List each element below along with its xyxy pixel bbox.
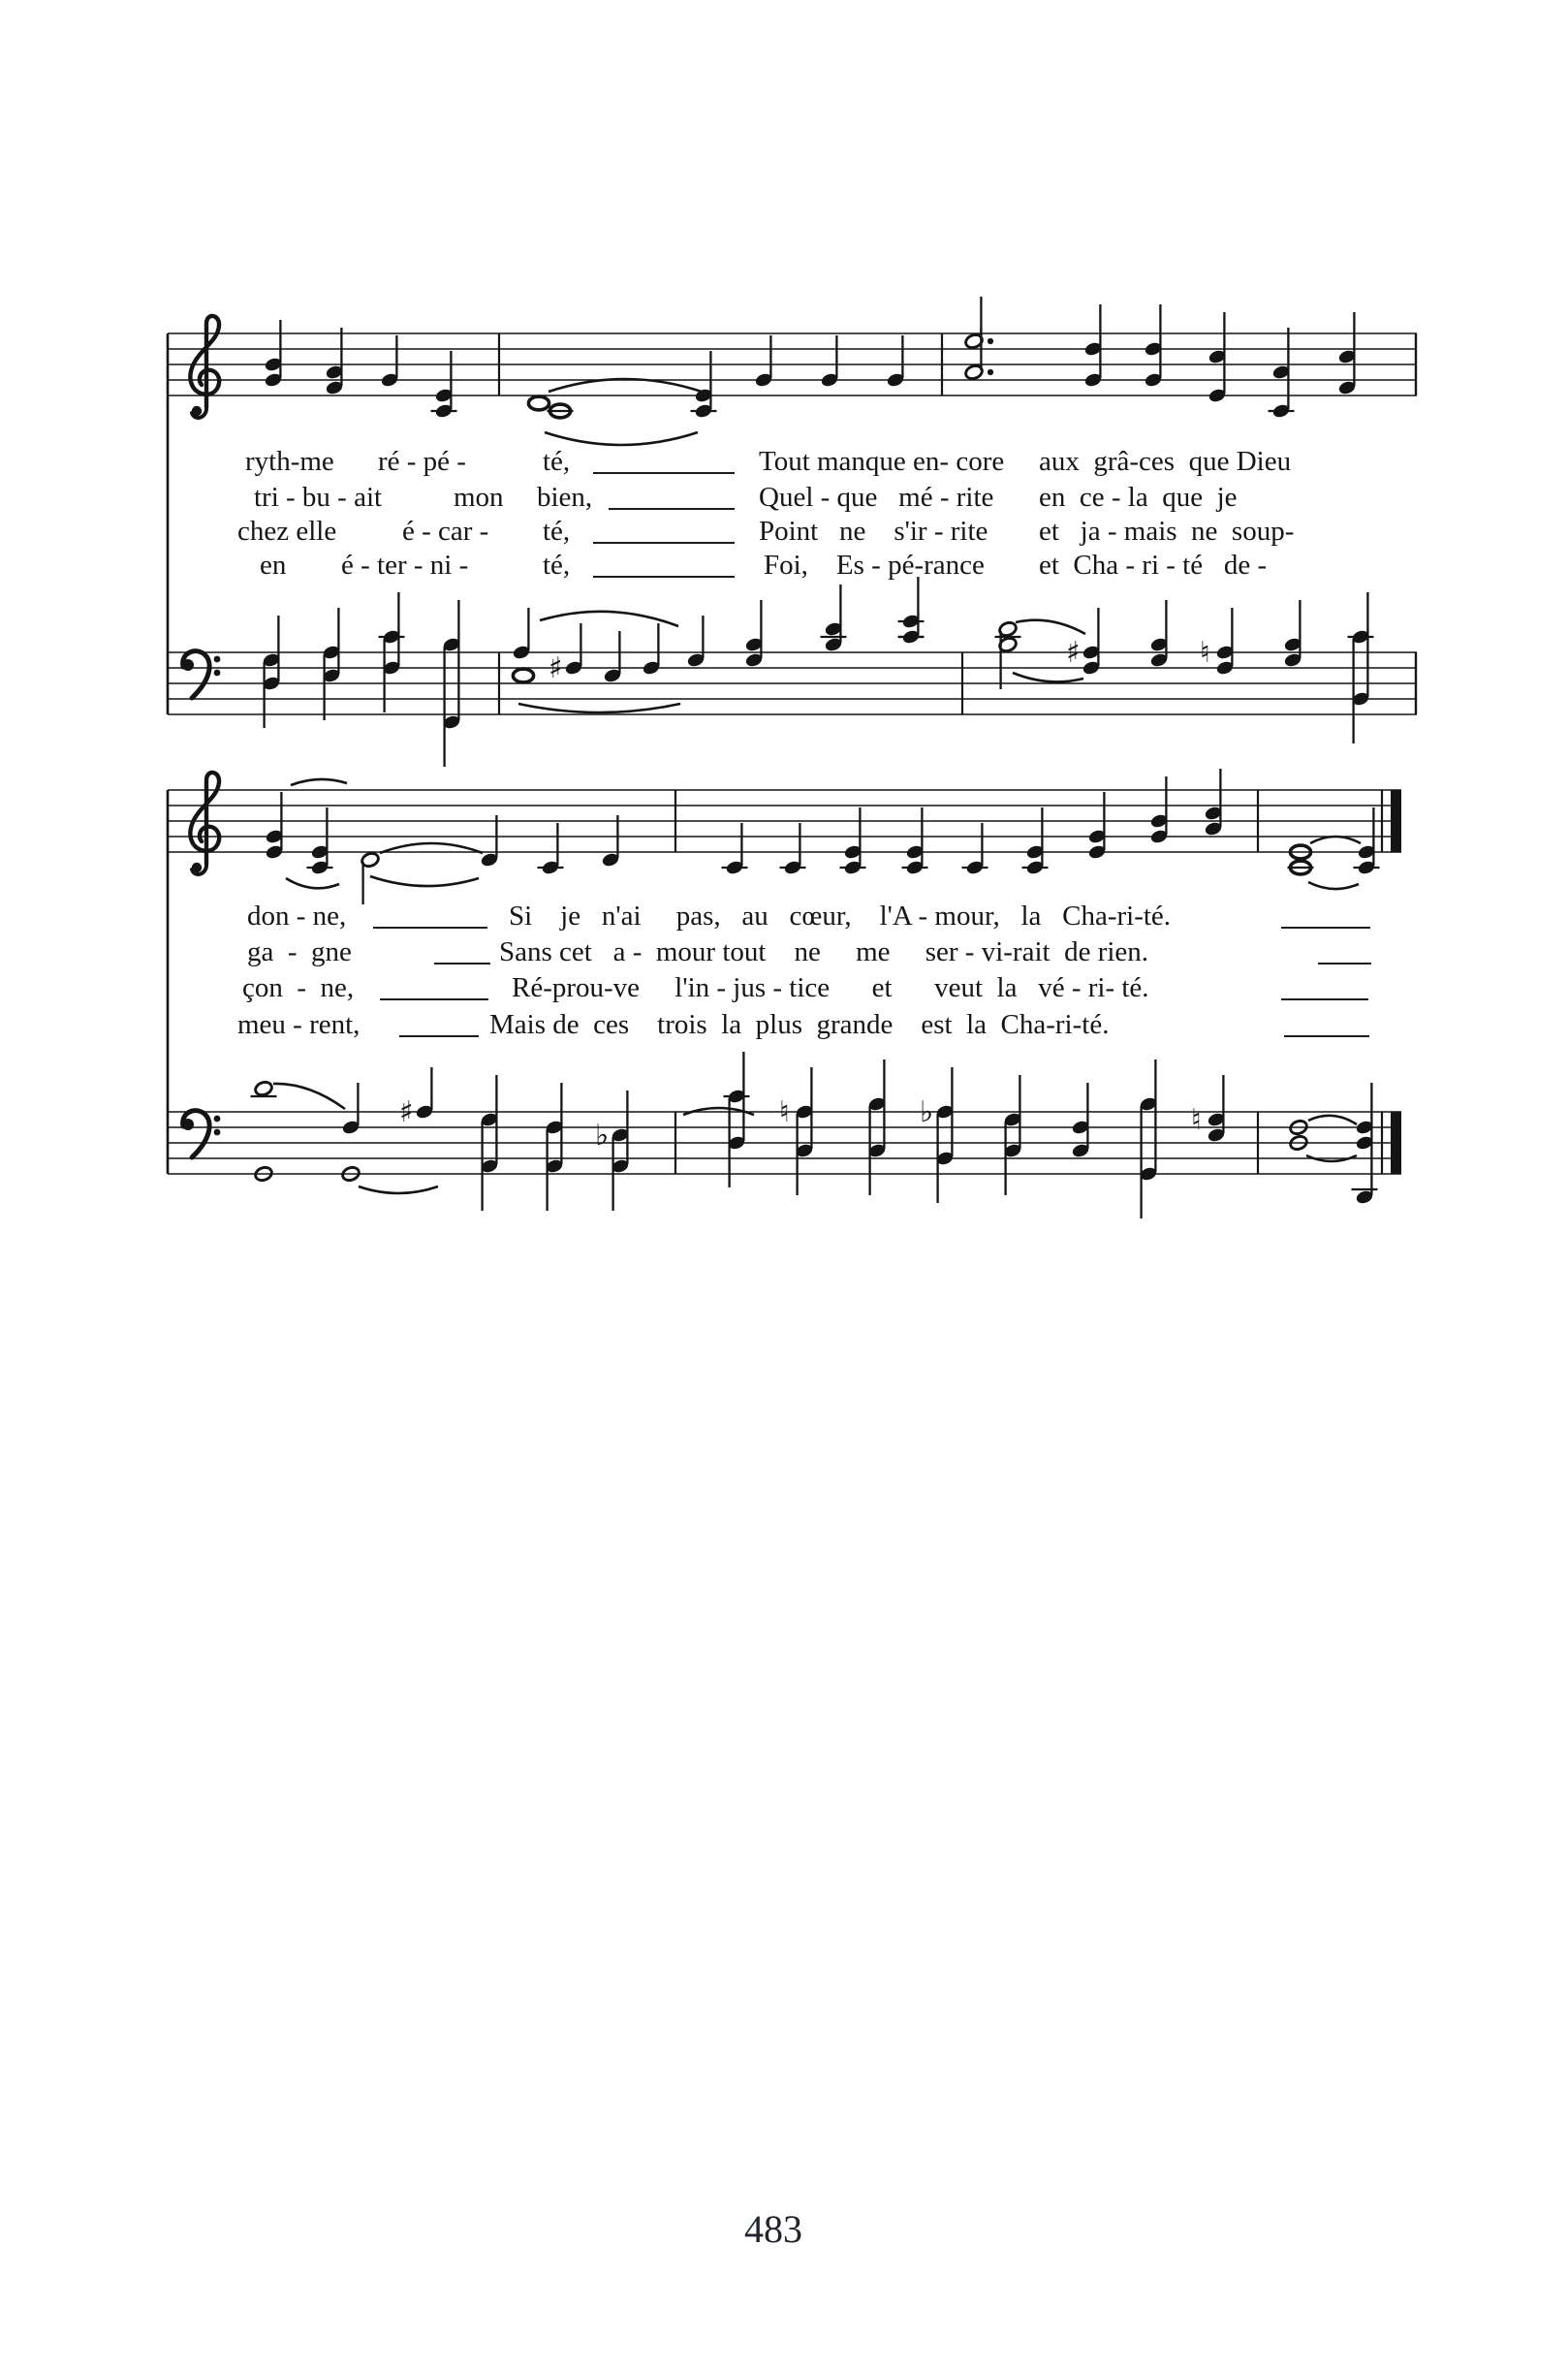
lyric-extender — [1284, 1035, 1369, 1037]
tie-slur — [545, 432, 698, 445]
lyric-syllable: Quel - que mé - rite — [759, 482, 994, 513]
lyric-syllable: çon - ne, — [242, 972, 355, 1003]
treble-staff — [168, 769, 1401, 904]
lyric-syllable: bien, — [537, 482, 593, 513]
lyric-syllable: té, — [543, 446, 571, 477]
notes — [262, 577, 1373, 767]
lyric-extender — [380, 998, 488, 1000]
svg-text:♮: ♮ — [1191, 1103, 1202, 1137]
lyric-syllable: é - ter - ni - — [341, 550, 469, 581]
lyric-syllable: ré - pé - — [378, 446, 466, 477]
lyric-extender — [399, 1035, 479, 1037]
tie-slur — [1013, 673, 1083, 681]
tie-slur — [291, 779, 347, 785]
lyric-syllable: ryth-me — [245, 446, 334, 477]
lyric-syllable: té, — [543, 516, 571, 547]
notes — [251, 1052, 1378, 1218]
tie-slur — [1308, 882, 1359, 889]
lyric-syllable: Tout manque en- core — [759, 446, 1005, 477]
lyric-syllable: té, — [543, 550, 571, 581]
lyric-syllable: et ja - mais ne soup- — [1039, 516, 1295, 547]
page-number: 483 — [744, 2207, 802, 2251]
bass-staff — [168, 577, 1417, 767]
lyric-syllable: en — [260, 550, 287, 581]
lyric-syllable: aux grâ-ces que Dieu — [1039, 446, 1292, 477]
lyric-syllable: é - car - — [402, 516, 489, 547]
lyric-syllable: tri - bu - ait — [254, 482, 383, 513]
lyric-syllable: Si je n'ai pas, au cœur, l'A - mour, la Cha-ri-té. — [509, 901, 1172, 932]
tie-slur — [370, 876, 479, 886]
g-clef-icon — [190, 316, 219, 418]
lyric-extender — [593, 542, 735, 544]
tie-slur — [1308, 1116, 1357, 1124]
lyric-syllable: en ce - la que je — [1039, 482, 1238, 513]
tie-slur — [286, 878, 339, 888]
lyric-syllable: Foi, Es - pé-rance — [764, 550, 985, 581]
lyric-syllable: Ré-prou-ve l'in - jus - tice et veut la vé - ri- té. — [512, 972, 1149, 1003]
lyric-syllable: meu - rent, — [237, 1009, 361, 1040]
lyric-syllable: mon — [454, 482, 504, 513]
svg-text:♭: ♭ — [920, 1095, 934, 1129]
lyric-extender — [373, 927, 487, 929]
f-clef-icon — [182, 651, 220, 698]
tie-slur — [1016, 620, 1085, 634]
lyric-extender — [593, 472, 735, 474]
tie-slur — [273, 1084, 345, 1109]
svg-text:♭: ♭ — [595, 1119, 610, 1153]
tie-slur — [518, 704, 680, 712]
lyric-syllable: Mais de ces trois la plus grande est la Cha-ri-té. — [489, 1009, 1110, 1040]
lyric-syllable: Sans cet a - mour tout ne me ser - vi-rait de rien. — [499, 936, 1149, 967]
svg-text:♮: ♮ — [779, 1095, 790, 1129]
lyric-syllable: don - ne, — [247, 901, 347, 932]
lyric-extender — [1281, 998, 1368, 1000]
tie-slur — [549, 379, 702, 392]
lyric-syllable: Point ne s'ir - rite — [759, 516, 988, 547]
f-clef-icon — [182, 1111, 220, 1157]
svg-text:♯: ♯ — [399, 1095, 414, 1129]
svg-text:♯: ♯ — [549, 651, 563, 685]
lyric-extender — [593, 576, 735, 578]
tie-slur — [1310, 837, 1361, 843]
lyric-extender — [1318, 963, 1371, 965]
bass-staff — [168, 1052, 1401, 1218]
notes — [264, 297, 1357, 419]
lyric-syllable: ga - gne — [247, 936, 352, 967]
lyric-syllable: et Cha - ri - té de - — [1039, 550, 1268, 581]
lyric-extender — [1281, 927, 1370, 929]
svg-text:♮: ♮ — [1200, 636, 1210, 670]
g-clef-icon — [190, 773, 219, 874]
lyric-syllable: chez elle — [237, 516, 337, 547]
lyric-extender — [609, 508, 735, 510]
treble-staff — [168, 297, 1417, 445]
tie-slur — [359, 1186, 438, 1193]
svg-text:♯: ♯ — [1066, 636, 1081, 670]
lyric-extender — [434, 963, 490, 965]
